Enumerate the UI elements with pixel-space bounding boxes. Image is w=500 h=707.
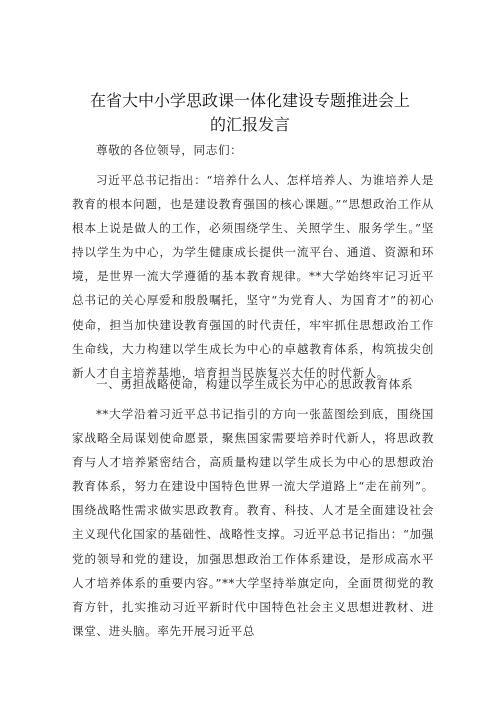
body-paragraph-2: **大学沿着习近平总书记指引的方向一张蓝图绘到底，围绕国家战略全局谋划使命愿景，聚焦国家需要培养时代新人，将思政教育与人才培养紧密结合，高质量构建以学生成长为中心的思想政治教育体系，努力在建设中国特色世界一流大学道路上“走在前列”。围绕战略性需求做实思政教育。教育、科技、人才是全面建设社会主义现代化国家的基础性、战略性支撑。习近平总书记指出：“加强党的领导和党的建设，加强思想政治工作体系建设，是形成高水平人才培养体系的重要内容。”**大学坚持举旗定向，全面贯彻党的教育方针，扎实推动习近平新时代中国特色社会主义思想进教材、进课堂、进头脑。率先开展习近平总 [72, 407, 434, 638]
document-title-line-2: 的汇报发言 [209, 115, 290, 134]
section-heading-1: 一、勇担战略使命，构建以学生成长为中心的思政教育体系 [96, 377, 414, 391]
body-paragraph-1: 习近平总书记指出：“培养什么人、怎样培养人、为谁培养人是教育的根本问题，也是建设教育强国的核心课题。”“思想政治工作从根本上说是做人的工作，必须围绕学生、关照学生、服务学生。”坚持以学生为中心，为学生健康成长提供一流平台、通道、资源和环境，是世界一流大学遵循的基本教育规律。**大学始终牢记习近平总书记的关心厚爱和殷殷嘱托，坚守“为党育人、为国育才”的初心使命，担当加快建设教育强国的时代责任，牢牢抓住思想政治工作生命线，大力构建以学生成长为中心的卓越教育体系，构筑拔尖创新人才自主培养基地，培育担当民族复兴大任的时代新人。 [72, 173, 434, 380]
document-title-line-1: 在省大中小学思政课一体化建设专题推进会上 [89, 91, 410, 110]
salutation: 尊敬的各位领导，同志们： [96, 143, 243, 157]
